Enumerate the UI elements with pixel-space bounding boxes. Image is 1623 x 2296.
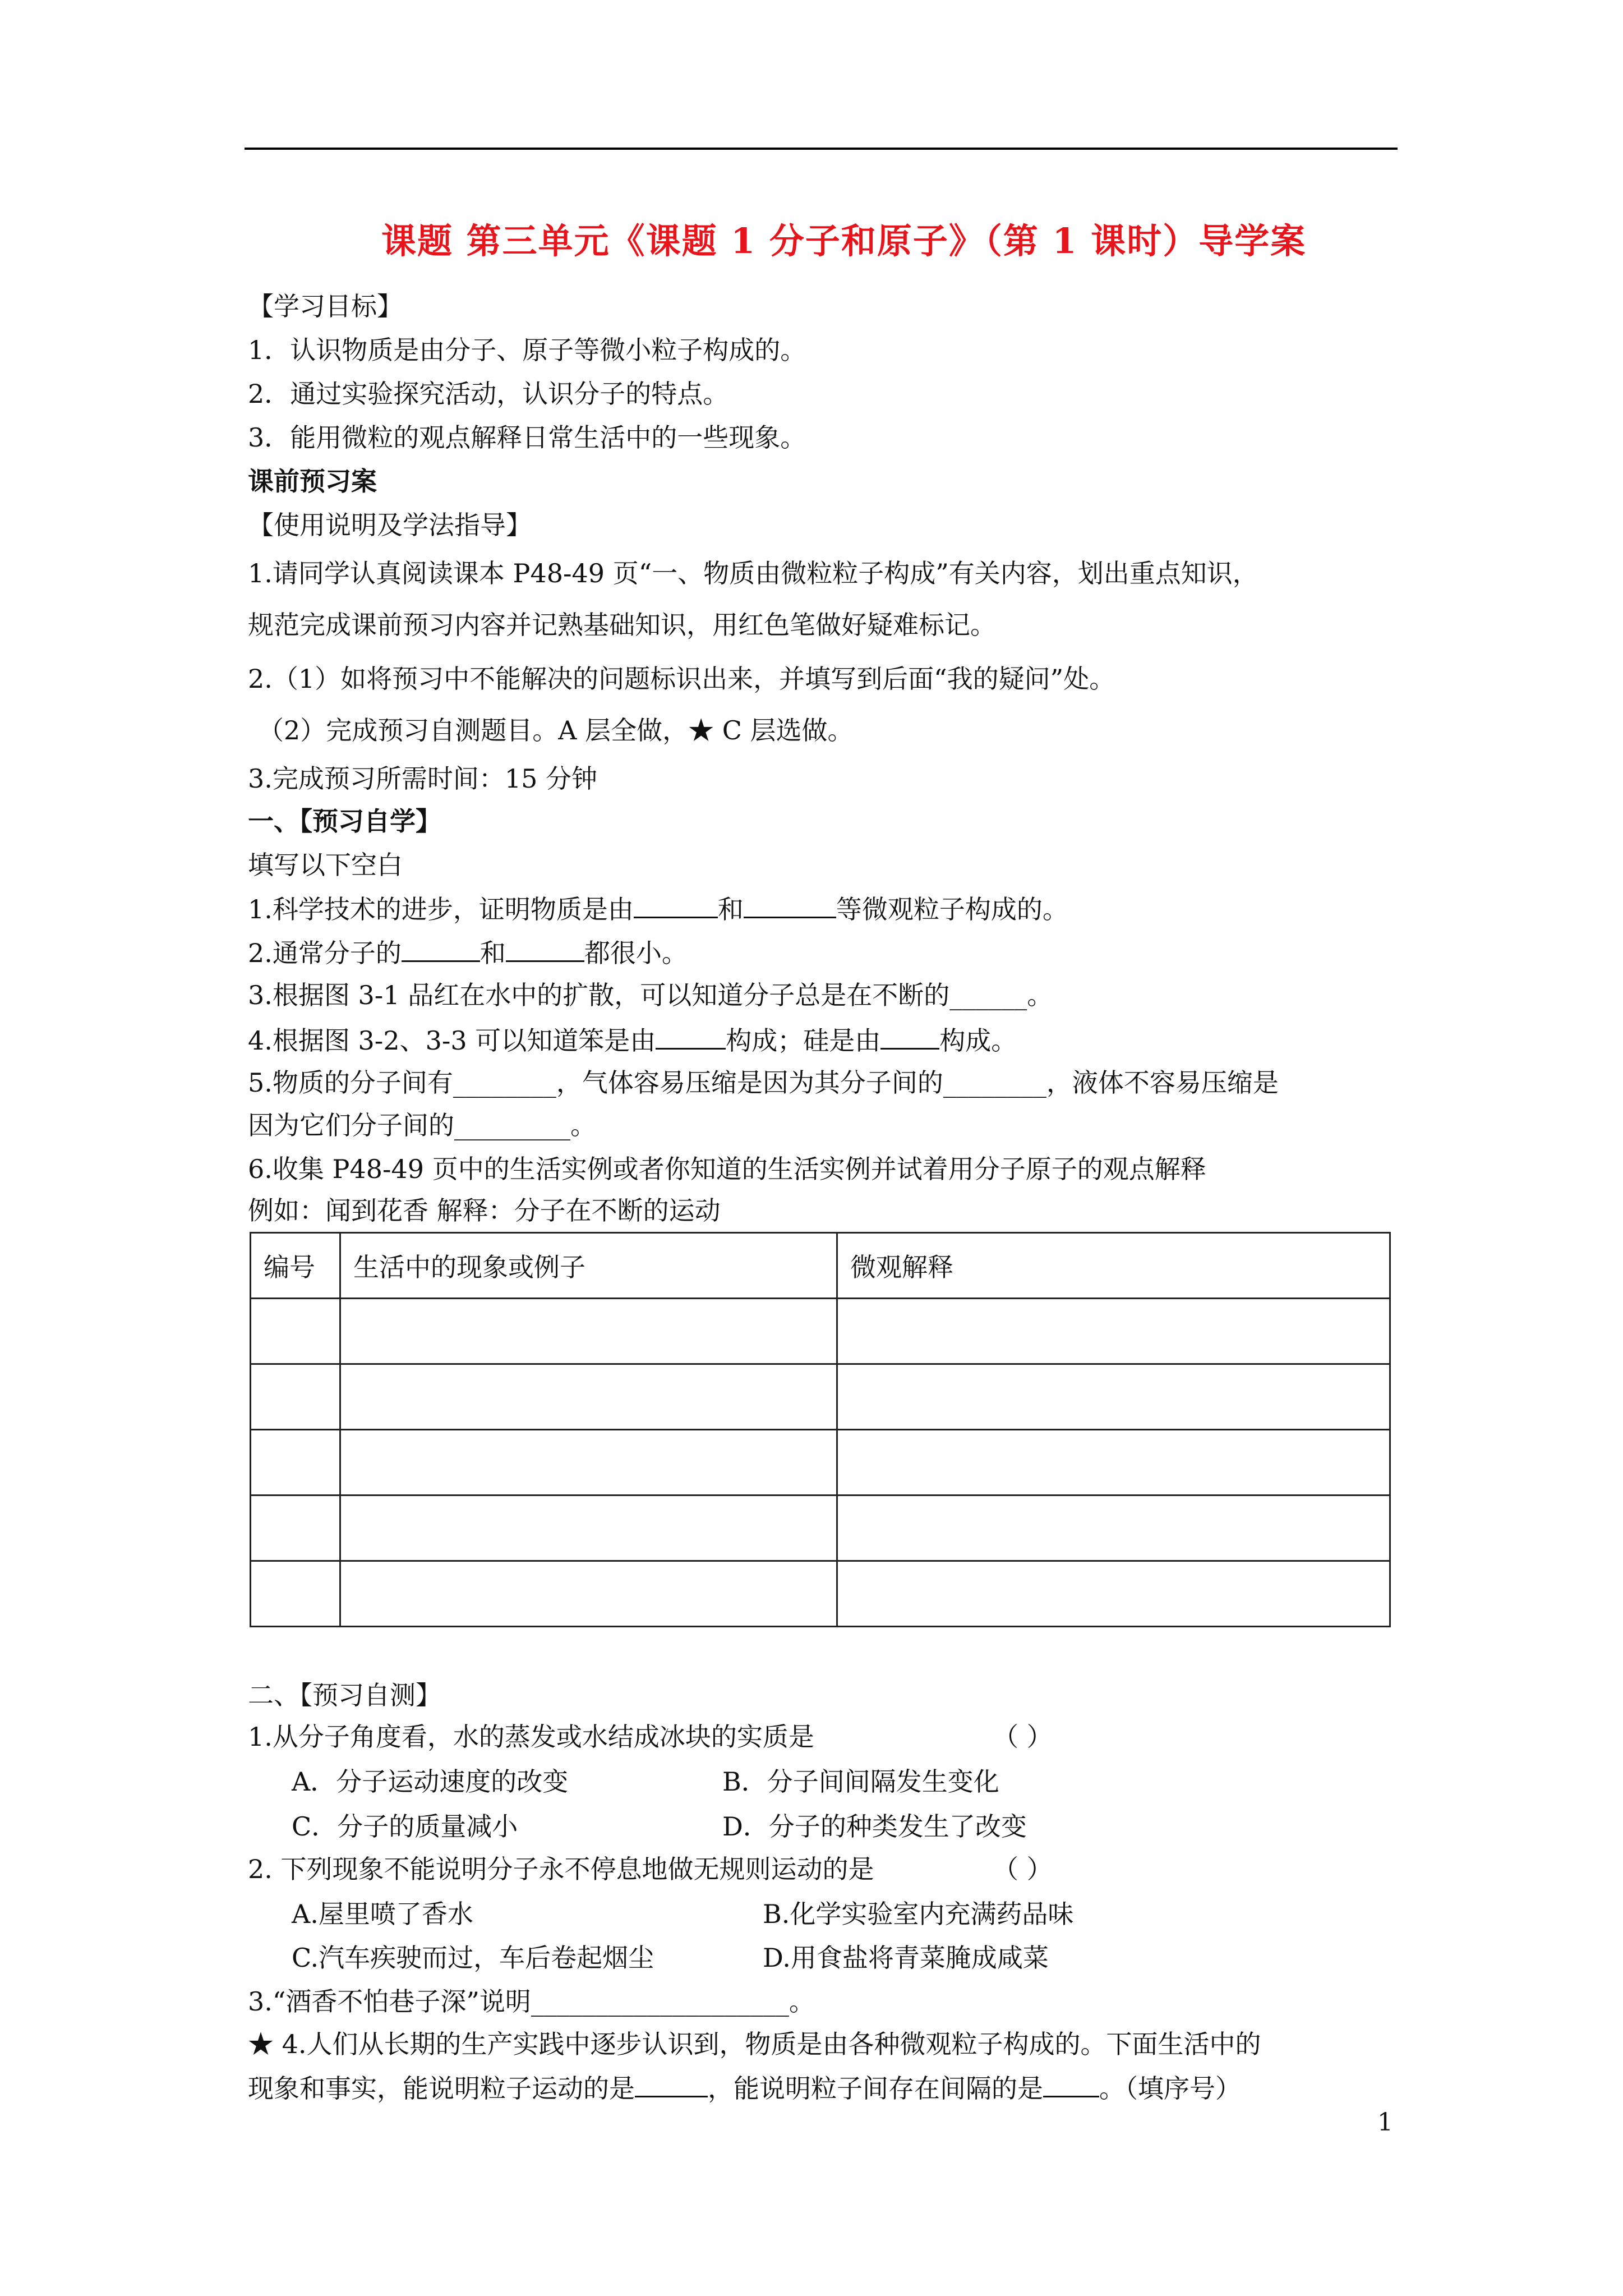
test-question-2-paren: （ ）: [993, 1854, 1053, 1884]
question-4: [248, 1022, 1017, 1057]
question-3: 3.根据图 3-1 品红在水中的扩散，可以知道分子总是在不断的______。: [248, 980, 1053, 1010]
table-cell[interactable]: [340, 1430, 837, 1496]
table-cell[interactable]: [340, 1561, 837, 1627]
table-cell[interactable]: [251, 1299, 340, 1364]
question-5-line-2: 因为它们分子间的_________。: [248, 1110, 596, 1140]
blank-field[interactable]: [880, 1022, 939, 1050]
table-cell[interactable]: [837, 1430, 1390, 1496]
test-question-2: 2. 下列现象不能说明分子永不停息地做无规则运动的是: [248, 1854, 874, 1884]
test-question-2-option-a[interactable]: A.屋里喷了香水: [292, 1899, 473, 1929]
page-number: 1: [1377, 2108, 1393, 2137]
table-cell[interactable]: [340, 1299, 837, 1364]
test-question-2-option-c[interactable]: C.汽车疾驶而过，车后卷起烟尘: [292, 1943, 654, 1973]
question-4-text-c: 构成。: [939, 1025, 1017, 1056]
blank-field[interactable]: [656, 1022, 726, 1050]
self-test-heading: 二、【预习自测】: [248, 1680, 441, 1710]
table-row: [251, 1430, 1390, 1496]
table-cell[interactable]: [340, 1364, 837, 1430]
blank-field[interactable]: [402, 935, 480, 962]
test-question-1-option-a[interactable]: A．分子运动速度的改变: [292, 1766, 569, 1797]
test-question-4-text-c: 。（填序号）: [1099, 2073, 1241, 2104]
test-question-4-line-1: ★ 4.人们从长期的生产实践中逐步认识到，物质是由各种微观粒子构成的。下面生活中的: [248, 2029, 1261, 2059]
blank-field[interactable]: [634, 891, 718, 918]
question-2-text-a: 2.通常分子的: [248, 938, 402, 968]
test-question-4-text-a: 现象和事实，能说明粒子运动的是: [248, 2073, 635, 2104]
blank-field[interactable]: [744, 891, 836, 918]
table-header-cell: 编号: [251, 1233, 340, 1299]
instructions-heading: 【使用说明及学法指导】: [248, 510, 532, 540]
instructions-line-4: （2）完成预习自测题目。A 层全做，★ C 层选做。: [258, 715, 854, 746]
question-4-text-b: 构成；硅是由: [726, 1025, 881, 1056]
blank-field[interactable]: [506, 935, 584, 962]
self-study-heading: 一、【预习自学】: [248, 806, 441, 836]
preview-title: 课前预习案: [248, 466, 377, 496]
page-title: 课题 第三单元《课题 1 分子和原子》（第 1 课时）导学案: [381, 220, 1307, 261]
test-question-1-option-d[interactable]: D．分子的种类发生了改变: [722, 1811, 1027, 1842]
table-cell[interactable]: [837, 1364, 1390, 1430]
question-1-text-b: 和: [717, 894, 744, 924]
table-header-cell: 微观解释: [837, 1233, 1390, 1299]
example-line: 例如：闻到花香 解释：分子在不断的运动: [248, 1195, 721, 1226]
table-header-row: [251, 1233, 1390, 1299]
table-cell[interactable]: [251, 1364, 340, 1430]
blank-field[interactable]: [1043, 2070, 1099, 2097]
header-rule: [245, 148, 1398, 150]
test-question-4-text-b: ，能说明粒子间存在间隔的是: [708, 2073, 1043, 2104]
table-cell[interactable]: [837, 1299, 1390, 1364]
question-6: 6.收集 P48-49 页中的生活实例或者你知道的生活实例并试着用分子原子的观点解释: [248, 1154, 1206, 1184]
objective-item-2: 2．通过实验探究活动，认识分子的特点。: [248, 379, 729, 409]
question-2-text-b: 和: [479, 938, 506, 968]
instructions-line-1: 1.请同学认真阅读课本 P48-49 页“一、物质由微粒粒子构成”有关内容，划出重点知识，: [248, 558, 1258, 588]
table-cell[interactable]: [837, 1561, 1390, 1627]
table-row: [251, 1561, 1390, 1627]
table-cell[interactable]: [340, 1496, 837, 1561]
self-study-intro: 填写以下空白: [248, 850, 403, 880]
question-1: [248, 891, 1068, 926]
examples-table: [250, 1232, 1391, 1627]
question-2-text-c: 都很小。: [584, 938, 688, 968]
table-cell[interactable]: [251, 1561, 340, 1627]
test-question-1-option-b[interactable]: B．分子间间隔发生变化: [722, 1766, 999, 1797]
test-question-2-option-d[interactable]: D.用食盐将青菜腌成咸菜: [763, 1943, 1049, 1973]
test-question-3: 3.“酒香不怕巷子深”说明____________________。: [248, 1986, 815, 2017]
test-question-2-option-b[interactable]: B.化学实验室内充满药品味: [763, 1899, 1074, 1929]
test-question-1: 1.从分子角度看，水的蒸发或水结成冰块的实质是: [248, 1722, 814, 1752]
test-question-1-paren: （ ）: [993, 1722, 1053, 1752]
objectives-heading: 【学习目标】: [248, 291, 403, 321]
table-row: [251, 1299, 1390, 1364]
question-5-line-1: 5.物质的分子间有________，气体容易压缩是因为其分子间的________，液体不容易压缩是: [248, 1068, 1279, 1098]
question-1-text-c: 等微观粒子构成的。: [836, 894, 1068, 924]
table-row: [251, 1364, 1390, 1430]
question-1-text-a: 1.科学技术的进步，证明物质是由: [248, 894, 634, 924]
objective-item-3: 3．能用微粒的观点解释日常生活中的一些现象。: [248, 422, 806, 453]
question-2: [248, 935, 688, 970]
objective-item-1: 1．认识物质是由分子、原子等微小粒子构成的。: [248, 335, 806, 365]
table-cell[interactable]: [251, 1430, 340, 1496]
test-question-4-line-2: [248, 2070, 1241, 2105]
table-cell[interactable]: [251, 1496, 340, 1561]
test-question-1-option-c[interactable]: C．分子的质量减小: [292, 1811, 518, 1842]
table-cell[interactable]: [837, 1496, 1390, 1561]
question-4-text-a: 4.根据图 3-2、3-3 可以知道笨是由: [248, 1025, 656, 1056]
table-row: [251, 1496, 1390, 1561]
instructions-line-2: 规范完成课前预习内容并记熟基础知识，用红色笔做好疑难标记。: [248, 610, 996, 640]
instructions-line-5: 3.完成预习所需时间：15 分钟: [248, 763, 598, 794]
instructions-line-3: 2.（1）如将预习中不能解决的问题标识出来，并填写到后面“我的疑问”处。: [248, 664, 1115, 694]
blank-field[interactable]: [635, 2070, 708, 2097]
table-header-cell: 生活中的现象或例子: [340, 1233, 837, 1299]
